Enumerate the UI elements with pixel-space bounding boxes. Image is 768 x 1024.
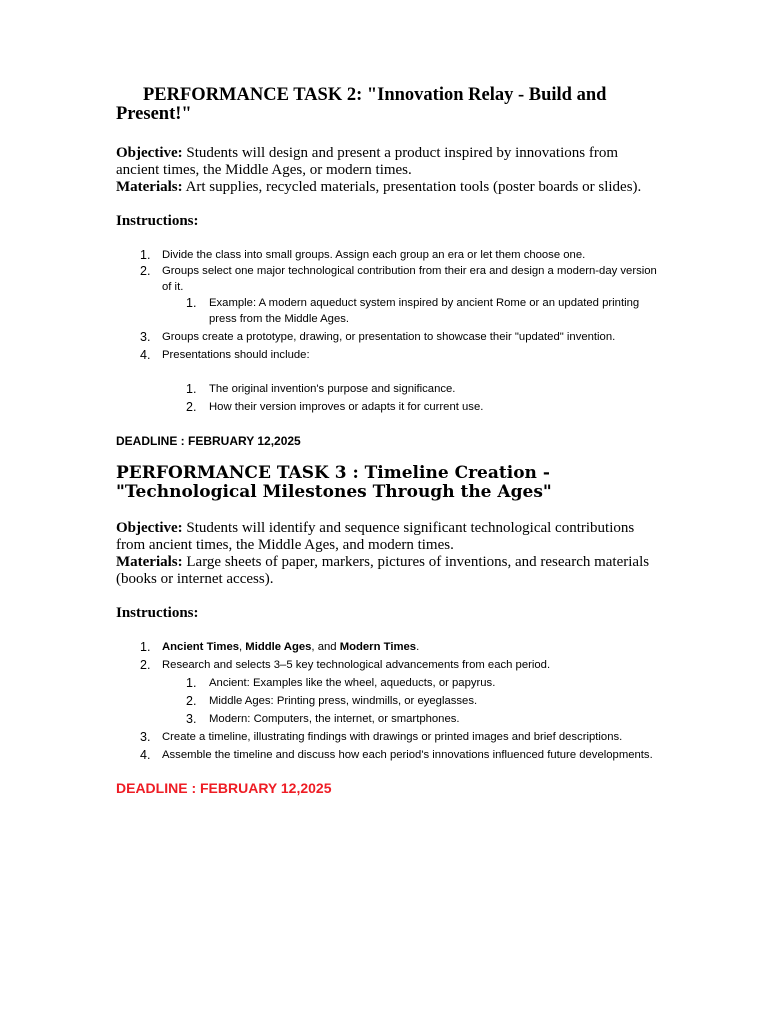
task-2-include-list bbox=[116, 381, 661, 415]
objective-label: Objective: bbox=[116, 520, 183, 536]
list-item: 1. Example: A modern aqueduct system inspired by ancient Rome or an updated printing press from the Middle Ages. bbox=[186, 296, 640, 325]
list-item: 1. Ancient: Examples like the wheel, aqueducts, or papyrus. bbox=[186, 676, 496, 690]
task-3-instructions-label: Instructions: bbox=[116, 605, 199, 621]
task-3-deadline: DEADLINE : FEBRUARY 12,2025 bbox=[116, 780, 332, 796]
list-item: 3. Groups create a prototype, drawing, or presentation to showcase their "updated" invention. bbox=[140, 330, 616, 344]
task-2-instruction-list-cont bbox=[116, 329, 661, 363]
list-item: 2. Middle Ages: Printing press, windmills, or eyeglasses. bbox=[186, 694, 478, 708]
task-2-objective bbox=[116, 145, 661, 179]
list-item: 4. Assemble the timeline and discuss how each period's innovations influenced future developments. bbox=[140, 748, 653, 762]
materials-text: Art supplies, recycled materials, presentation tools (poster boards or slides). bbox=[182, 179, 642, 195]
task-3-instruction-list bbox=[116, 639, 661, 673]
materials-label: Materials: bbox=[116, 554, 183, 570]
materials-text: Large sheets of paper, markers, pictures of inventions, and research materials (books or internet access). bbox=[116, 554, 650, 587]
list-item: 2. How their version improves or adapts it for current use. bbox=[186, 400, 484, 414]
task-2-sub-list bbox=[116, 295, 661, 327]
objective-text: Students will design and present a product inspired by innovations from ancient times, the Middle Ages, or modern times. bbox=[116, 145, 618, 178]
task-2-instructions-label: Instructions: bbox=[116, 213, 199, 229]
list-item: 3. Modern: Computers, the internet, or smartphones. bbox=[186, 712, 460, 726]
task-3-heading: PERFORMANCE TASK 3 : Timeline Creation - "Technological Milestones Through the Ages" bbox=[116, 463, 552, 502]
list-item: 1. The original invention's purpose and significance. bbox=[186, 382, 456, 396]
list-item: 2. Research and selects 3–5 key technological advancements from each period. bbox=[140, 658, 551, 672]
objective-text: Students will identify and sequence significant technological contributions from ancient times, the Middle Ages, and modern times. bbox=[116, 520, 635, 553]
list-item: 3. Create a timeline, illustrating findings with drawings or printed images and brief descriptions. bbox=[140, 730, 623, 744]
list-item: 2. Groups select one major technological contribution from their era and design a modern-day version of it. bbox=[140, 264, 657, 293]
task-3-materials bbox=[116, 554, 661, 588]
objective-label: Objective: bbox=[116, 145, 183, 161]
task-2-materials bbox=[116, 179, 661, 196]
task-3-instruction-list-cont bbox=[116, 729, 661, 763]
document-body bbox=[116, 86, 661, 796]
list-item: 4. Presentations should include: bbox=[140, 348, 310, 362]
task-2-heading: PERFORMANCE TASK 2: "Innovation Relay - Build and Present!" bbox=[116, 85, 607, 124]
list-item: 1. Ancient Times, Middle Ages, and Modern Times. bbox=[140, 640, 420, 654]
task-3-objective bbox=[116, 520, 661, 554]
task-2-instruction-list bbox=[116, 247, 661, 295]
task-3-sub-list bbox=[116, 675, 661, 727]
task-2-deadline: DEADLINE : FEBRUARY 12,2025 bbox=[116, 434, 301, 448]
list-item: 1. Divide the class into small groups. Assign each group an era or let them choose one. bbox=[140, 248, 586, 262]
materials-label: Materials: bbox=[116, 179, 183, 195]
